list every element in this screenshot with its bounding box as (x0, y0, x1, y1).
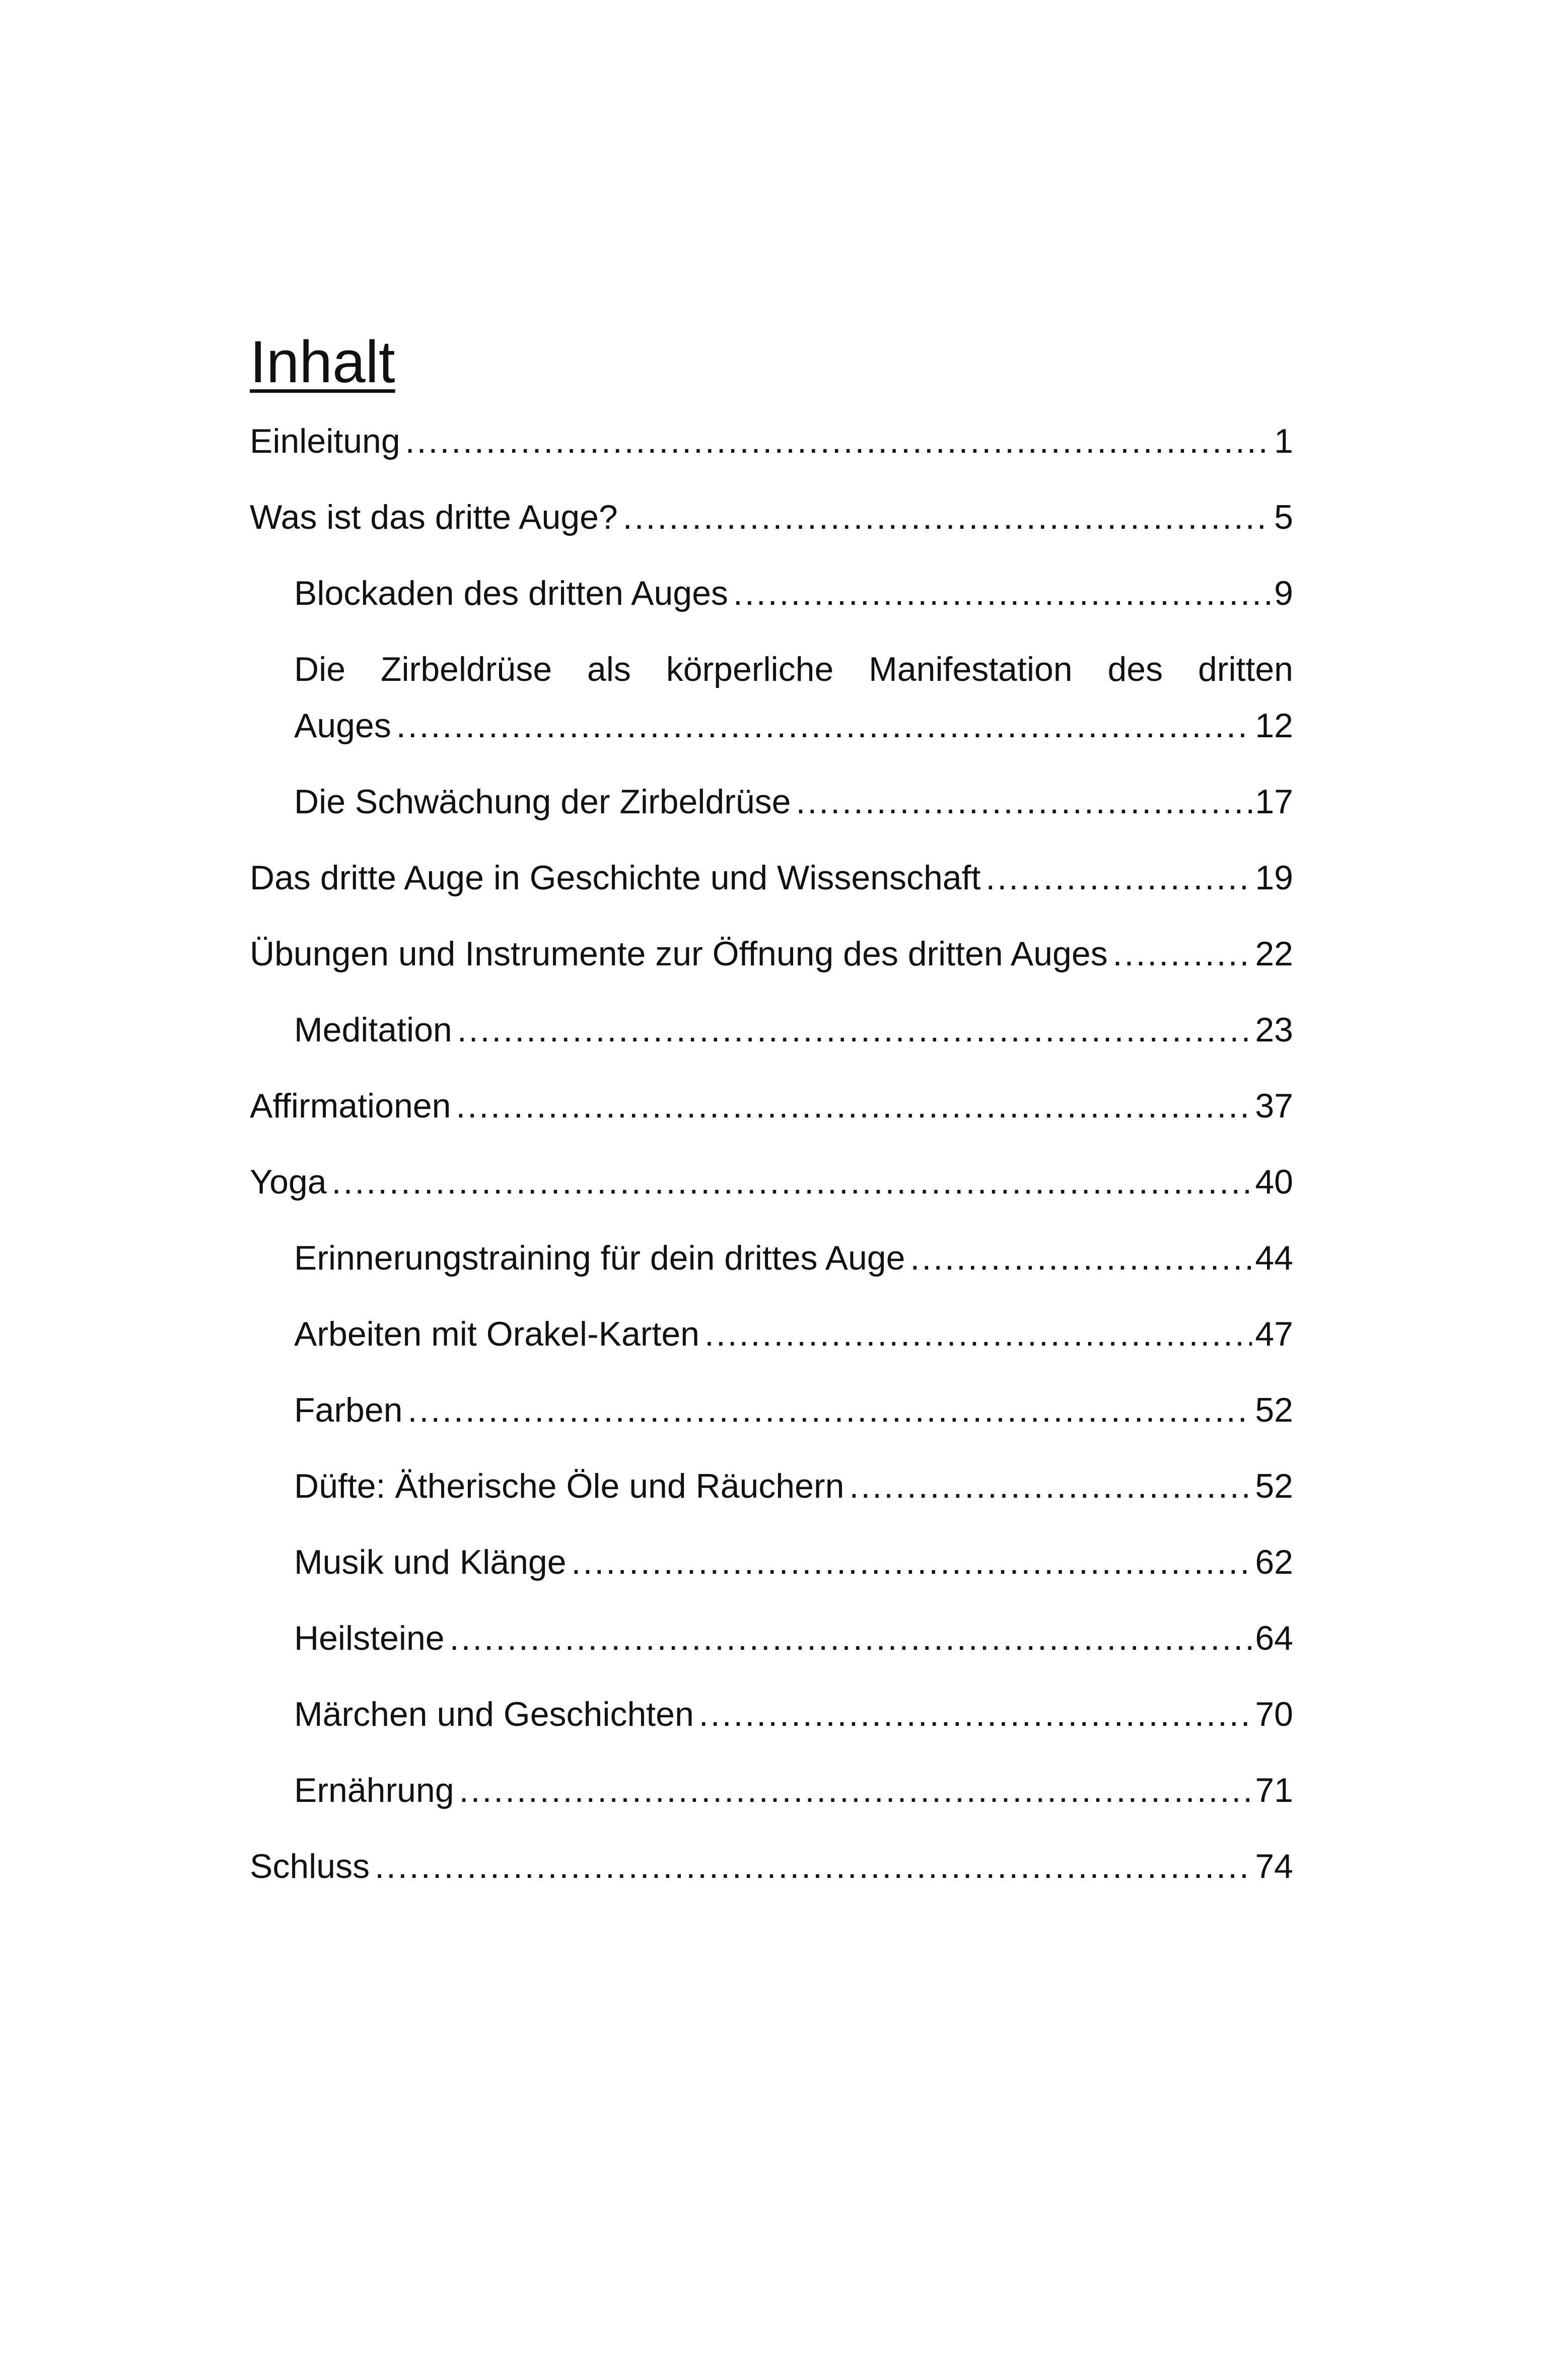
toc-entry-geschichte-wissenschaft[interactable] (250, 850, 1293, 906)
toc-entry-page: 19 (1255, 859, 1293, 897)
toc-entry-page: 37 (1255, 1087, 1293, 1125)
toc-entry-meditation[interactable] (294, 1002, 1293, 1058)
dot-leader (1113, 926, 1252, 982)
dot-leader (572, 1534, 1252, 1590)
dot-leader (459, 1762, 1252, 1818)
toc-entry-page: 9 (1274, 574, 1293, 612)
toc-entry-label: Heilsteine (294, 1619, 445, 1657)
toc-entry-page: 47 (1255, 1315, 1293, 1353)
toc-entry-erinnerungstraining[interactable] (294, 1230, 1293, 1286)
toc-entry-label: Meditation (294, 1011, 452, 1049)
toc-entry-page: 64 (1255, 1619, 1293, 1657)
toc-entry-page: 23 (1255, 1011, 1293, 1049)
toc-entry-label: Yoga (250, 1163, 327, 1201)
toc-entry-page: 74 (1255, 1847, 1293, 1885)
toc-entry-label: Auges (294, 707, 391, 745)
toc-title: Inhalt (250, 329, 395, 395)
toc-entry-label: Schluss (250, 1847, 370, 1885)
toc-entry-page: 12 (1255, 707, 1293, 745)
dot-leader (396, 697, 1252, 754)
toc-entry-uebungen-instrumente[interactable] (250, 926, 1293, 982)
dot-leader (910, 1230, 1252, 1286)
toc-entry-label: Übungen und Instrumente zur Öffnung des dritten Auges (250, 935, 1108, 973)
dot-leader (405, 413, 1272, 469)
toc-entry-label: Was ist das dritte Auge? (250, 498, 618, 536)
toc-word: Die (294, 650, 346, 688)
toc-entry-label: Musik und Klänge (294, 1543, 567, 1581)
toc-entry-maerchen[interactable] (294, 1686, 1293, 1742)
toc-entry-schluss[interactable] (250, 1838, 1293, 1895)
toc-entry-label: Farben (294, 1391, 403, 1429)
dot-leader (623, 489, 1271, 545)
toc-word: dritten (1198, 650, 1293, 688)
toc-entry-page: 62 (1255, 1543, 1293, 1581)
dot-leader (407, 1382, 1252, 1438)
dot-leader (456, 1078, 1252, 1134)
toc-entry-label: Blockaden des dritten Auges (294, 574, 728, 612)
toc-entry-label: Das dritte Auge in Geschichte und Wissenschaft (250, 859, 981, 897)
dot-leader (450, 1610, 1252, 1666)
table-of-contents (250, 413, 1293, 1914)
toc-entry-label-line2 (294, 697, 1293, 754)
toc-entry-page: 17 (1255, 783, 1293, 821)
dot-leader (705, 1306, 1252, 1362)
toc-entry-page: 5 (1274, 498, 1293, 536)
toc-entry-duefte[interactable] (294, 1458, 1293, 1514)
toc-entry-label: Erinnerungstraining für dein drittes Auge (294, 1239, 905, 1277)
dot-leader (849, 1458, 1252, 1514)
dot-leader (332, 1154, 1252, 1210)
toc-entry-page: 52 (1255, 1467, 1293, 1505)
toc-entry-label: Märchen und Geschichten (294, 1695, 694, 1733)
toc-entry-page: 1 (1274, 422, 1293, 460)
toc-entry-label: Ernährung (294, 1771, 454, 1809)
toc-entry-page: 52 (1255, 1391, 1293, 1429)
toc-word: als (587, 650, 631, 688)
toc-entry-schwaechung[interactable] (294, 774, 1293, 830)
toc-entry-page: 40 (1255, 1163, 1293, 1201)
toc-entry-yoga[interactable] (250, 1154, 1293, 1210)
toc-entry-heilsteine[interactable] (294, 1610, 1293, 1666)
toc-word: des (1107, 650, 1163, 688)
toc-word: Manifestation (869, 650, 1073, 688)
dot-leader (457, 1002, 1252, 1058)
toc-entry-einleitung[interactable] (250, 413, 1293, 469)
dot-leader (699, 1686, 1252, 1742)
toc-entry-label-line1 (294, 641, 1293, 697)
toc-entry-ernaehrung[interactable] (294, 1762, 1293, 1818)
toc-entry-label: Einleitung (250, 422, 400, 460)
toc-entry-blockaden[interactable] (294, 565, 1293, 621)
toc-entry-label: Arbeiten mit Orakel-Karten (294, 1315, 699, 1353)
dot-leader (985, 850, 1252, 906)
toc-entry-page: 44 (1255, 1239, 1293, 1277)
dot-leader (796, 774, 1252, 830)
toc-entry-page: 22 (1255, 935, 1293, 973)
toc-entry-label: Affirmationen (250, 1087, 451, 1125)
dot-leader (375, 1838, 1252, 1895)
toc-entry-affirmationen[interactable] (250, 1078, 1293, 1134)
toc-entry-label: Düfte: Ätherische Öle und Räuchern (294, 1467, 844, 1505)
toc-entry-farben[interactable] (294, 1382, 1293, 1438)
toc-entry-was-ist-das-dritte-auge[interactable] (250, 489, 1293, 545)
dot-leader (733, 565, 1271, 621)
toc-entry-musik-klaenge[interactable] (294, 1534, 1293, 1590)
toc-word: Zirbeldrüse (380, 650, 552, 688)
toc-entry-page: 71 (1255, 1771, 1293, 1809)
toc-entry-label: Die Schwächung der Zirbeldrüse (294, 783, 791, 821)
toc-entry-page: 70 (1255, 1695, 1293, 1733)
toc-entry-zirbeldruese-manifestation[interactable] (294, 641, 1293, 754)
toc-entry-orakel-karten[interactable] (294, 1306, 1293, 1362)
toc-word: körperliche (666, 650, 834, 688)
